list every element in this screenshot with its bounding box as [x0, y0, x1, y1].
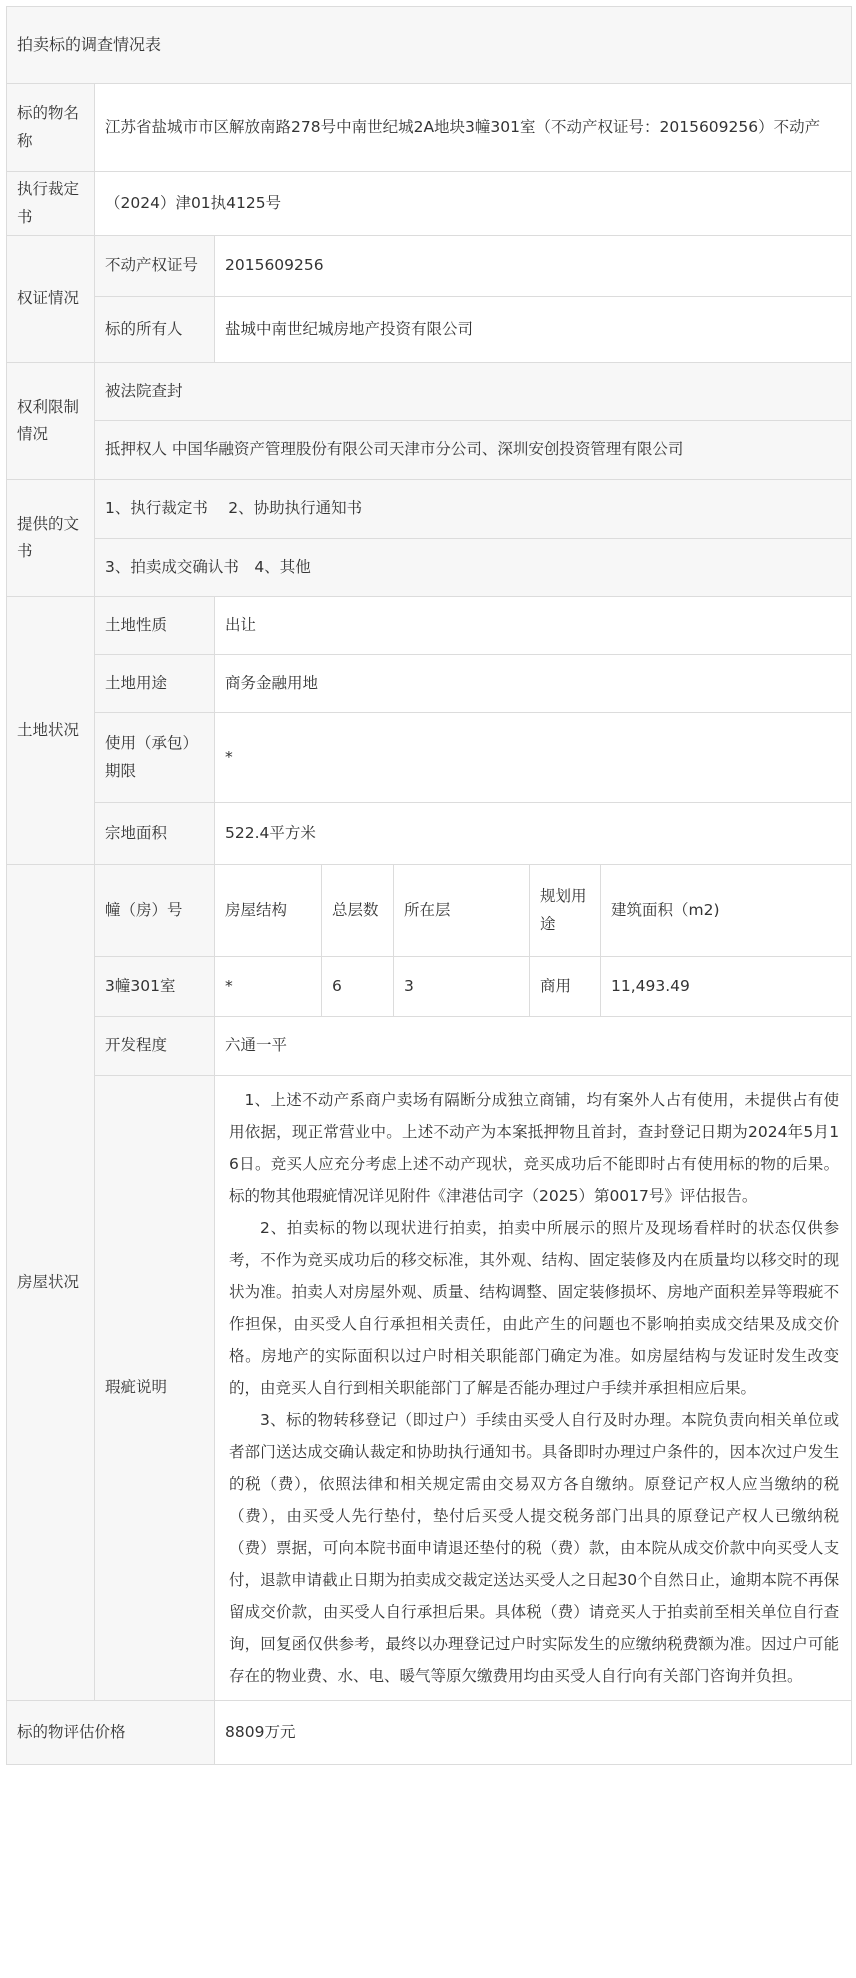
seized-status: 被法院查封 [95, 363, 852, 421]
owner-value: 盐城中南世纪城房地产投资有限公司 [215, 297, 852, 363]
house-header-floor: 所在层 [394, 865, 530, 957]
house-status-label: 房屋状况 [7, 865, 95, 1701]
house-header-structure: 房屋结构 [215, 865, 322, 957]
house-usage-value: 商用 [530, 957, 601, 1017]
land-nature-value: 出让 [215, 597, 852, 655]
house-header-unit: 幢（房）号 [95, 865, 215, 957]
land-usage-value: 商务金融用地 [215, 655, 852, 713]
development-value: 六通一平 [215, 1017, 852, 1076]
house-unit-value: 3幢301室 [95, 957, 215, 1017]
house-header-area: 建筑面积（m2) [601, 865, 852, 957]
title-status-label: 权证情况 [7, 236, 95, 363]
land-usage-label: 土地用途 [95, 655, 215, 713]
house-header-usage: 规划用途 [530, 865, 601, 957]
land-term-value: * [215, 713, 852, 803]
auction-survey-table [6, 6, 852, 1765]
house-area-value: 11,493.49 [601, 957, 852, 1017]
documents-line-2: 3、拍卖成交确认书 4、其他 [95, 539, 852, 597]
land-nature-label: 土地性质 [95, 597, 215, 655]
table-title: 拍卖标的调查情况表 [7, 7, 852, 84]
valuation-value: 8809万元 [215, 1701, 852, 1765]
defect-paragraph: 3、标的物转移登记（即过户）手续由买受人自行及时办理。本院负责向相关单位或者部门送达成交确认裁定和协助执行通知书。具备即时办理过户条件的，因本次过户发生的税（费），依照法律和相关规定需由交易双方各自缴纳。原登记产权人应当缴纳的税（费），由买受人先行垫付，垫付后买受人提交税务部门出具的原登记产权人已缴纳税（费）票据，可向本院书面申请退还垫付的税（费）款，由本院从成交价款中向买受人支付，退款申请截止日期为拍卖成交裁定送达买受人之日起30个自然日止，逾期本院不再保留成交价款，由买受人自行承担后果。具体税（费）请竞买人于拍卖前至相关单位自行查询，回复函仅供参考，最终以办理登记过户时实际发生的应缴纳税费额为准。因过户可能存在的物业费、水、电、暖气等原欠缴费用均由买受人自行向有关部门咨询并负担。 [229, 1411, 840, 1685]
ruling-value: （2024）津01执4125号 [95, 172, 852, 236]
land-status-label: 土地状况 [7, 597, 95, 865]
subject-name-value: 江苏省盐城市市区解放南路278号中南世纪城2A地块3幢301室（不动产权证号：2015609256）不动产 [95, 84, 852, 172]
valuation-label: 标的物评估价格 [7, 1701, 215, 1765]
defect-label: 瑕疵说明 [95, 1076, 215, 1701]
house-total-floors-value: 6 [322, 957, 394, 1017]
ruling-label: 执行裁定书 [7, 172, 95, 236]
defect-paragraph: 1、上述不动产系商户卖场有隔断分成独立商铺，均有案外人占有使用，未提供占有使用依据，现正常营业中。上述不动产为本案抵押物且首封，查封登记日期为2024年5月16日。竞买人应充分考虑上述不动产现状，竞买成功后不能即时占有使用标的物的后果。标的物其他瑕疵情况详见附件《津港估司字（2025）第0017号》评估报告。 [229, 1091, 840, 1205]
land-area-value: 522.4平方米 [215, 803, 852, 865]
documents-line-1: 1、执行裁定书 2、协助执行通知书 [95, 480, 852, 539]
defect-paragraph: 2、拍卖标的物以现状进行拍卖，拍卖中所展示的照片及现场看样时的状态仅供参考，不作为竞买成功后的移交标准，其外观、结构、固定装修及内在质量均以移交时的现状为准。拍卖人对房屋外观、质量、结构调整、固定装修损坏、房地产面积差异等瑕疵不作担保，由买受人自行承担相关责任，由此产生的问题也不影响拍卖成交结果及成交价格。房地产的实际面积以过户时相关职能部门确定为准。如房屋结构与发证时发生改变的，由竞买人自行到相关职能部门了解是否能办理过户手续并承担相应后果。 [229, 1219, 840, 1397]
land-area-label: 宗地面积 [95, 803, 215, 865]
house-structure-value: * [215, 957, 322, 1017]
restriction-label: 权利限制情况 [7, 363, 95, 480]
house-floor-value: 3 [394, 957, 530, 1017]
owner-label: 标的所有人 [95, 297, 215, 363]
cert-number-label: 不动产权证号 [95, 236, 215, 297]
cert-number-value: 2015609256 [215, 236, 852, 297]
mortgagee-info: 抵押权人 中国华融资产管理股份有限公司天津市分公司、深圳安创投资管理有限公司 [95, 421, 852, 480]
house-header-total-floors: 总层数 [322, 865, 394, 957]
documents-label: 提供的文书 [7, 480, 95, 597]
land-term-label: 使用（承包）期限 [95, 713, 215, 803]
defect-description [215, 1076, 852, 1701]
development-label: 开发程度 [95, 1017, 215, 1076]
subject-name-label: 标的物名称 [7, 84, 95, 172]
